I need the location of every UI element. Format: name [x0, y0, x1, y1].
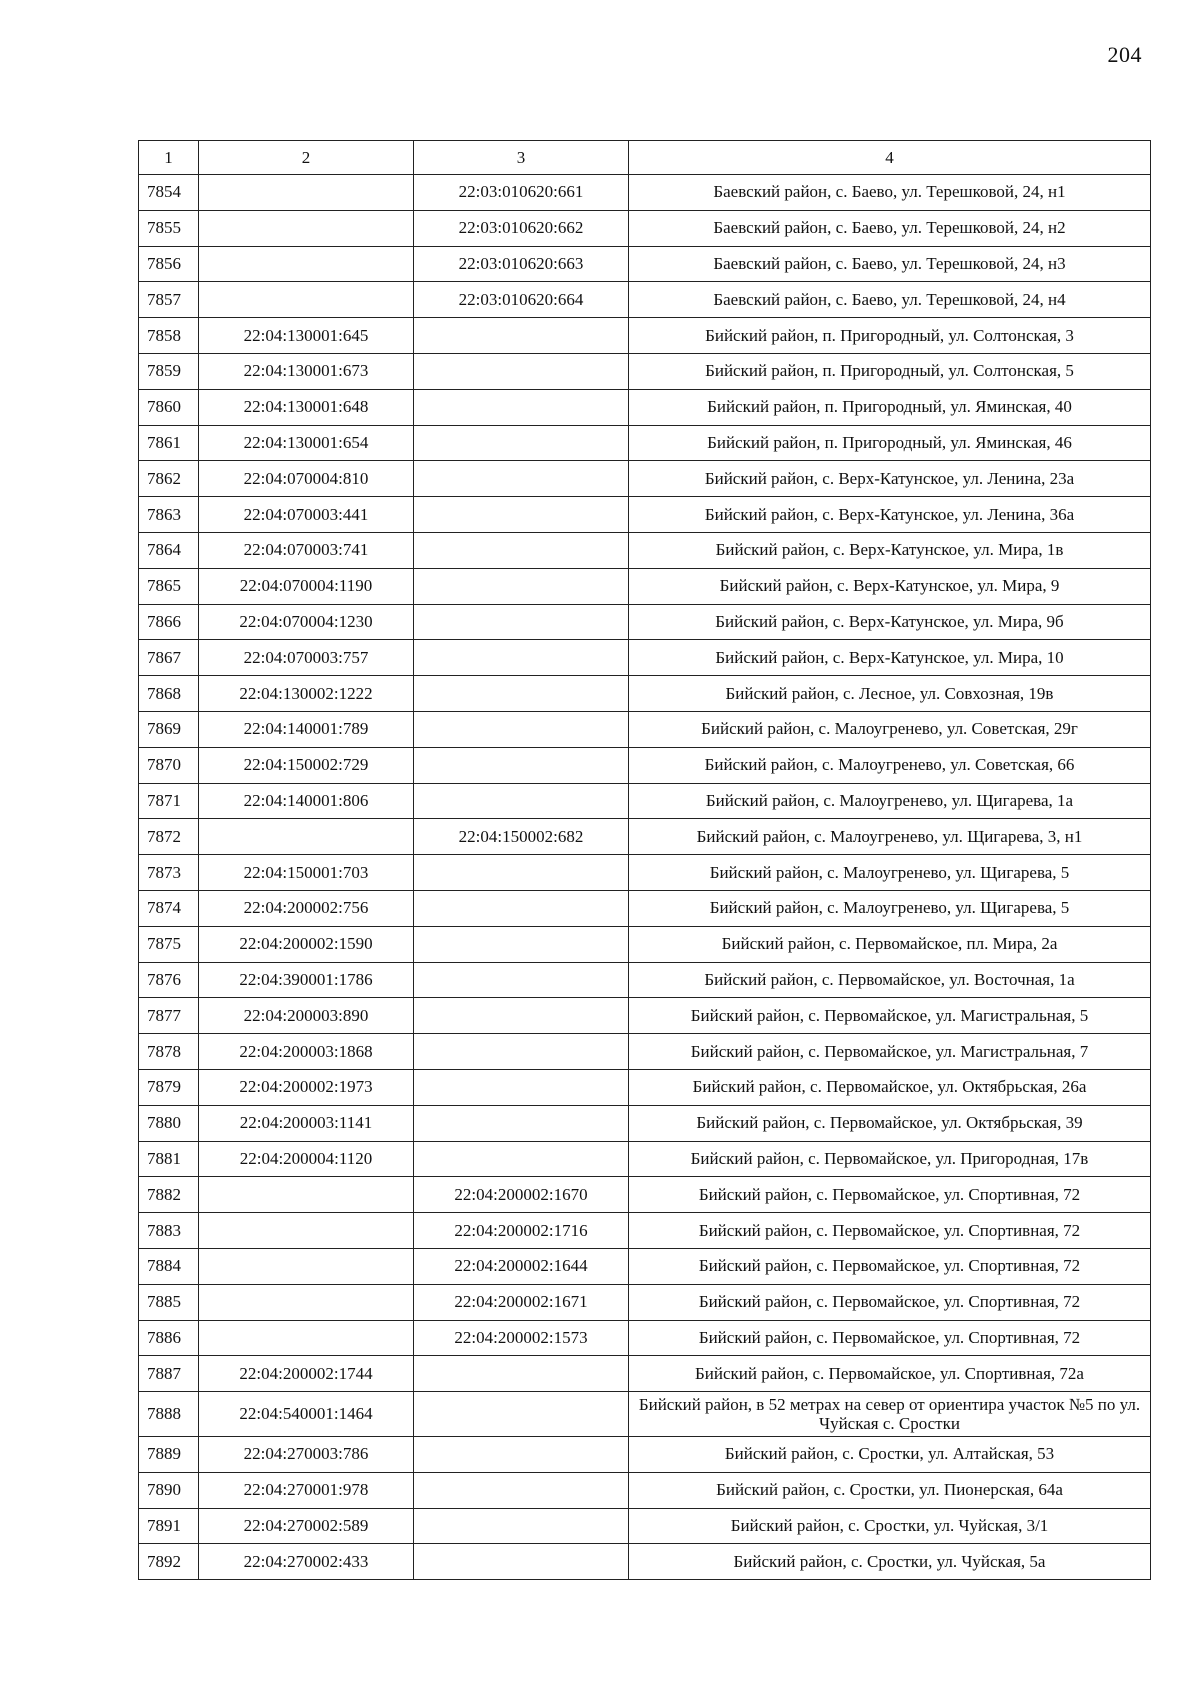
table-row — [139, 353, 1151, 389]
address-cell: Бийский район, п. Пригородный, ул. Яминская, 46 — [629, 425, 1151, 461]
cadastral-number-col-3 — [414, 1069, 629, 1105]
cadastral-number-col-3 — [414, 747, 629, 783]
row-number: 7866 — [139, 604, 199, 640]
address-cell: Бийский район, с. Первомайское, ул. Пригородная, 17в — [629, 1141, 1151, 1177]
table-row — [139, 1320, 1151, 1356]
header-col-3: 3 — [414, 141, 629, 175]
address-cell: Баевский район, с. Баево, ул. Терешковой, 24, н3 — [629, 246, 1151, 282]
cadastral-number-col-3 — [414, 461, 629, 497]
cadastral-number-col-2: 22:04:070004:1230 — [199, 604, 414, 640]
row-number: 7883 — [139, 1213, 199, 1249]
table-row — [139, 1437, 1151, 1473]
table-row — [139, 819, 1151, 855]
cadastral-number-col-3 — [414, 676, 629, 712]
cadastral-number-col-3: 22:03:010620:661 — [414, 175, 629, 211]
table-row — [139, 1177, 1151, 1213]
cadastral-number-col-3: 22:04:200002:1573 — [414, 1320, 629, 1356]
row-number: 7874 — [139, 890, 199, 926]
row-number: 7859 — [139, 353, 199, 389]
cadastral-number-col-2: 22:04:200003:890 — [199, 998, 414, 1034]
address-cell: Бийский район, с. Первомайское, ул. Спортивная, 72 — [629, 1177, 1151, 1213]
address-cell: Бийский район, с. Верх-Катунское, ул. Ленина, 36а — [629, 497, 1151, 533]
cadastral-number-col-2: 22:04:270002:433 — [199, 1544, 414, 1580]
cadastral-number-col-3 — [414, 425, 629, 461]
address-cell: Бийский район, с. Малоугренево, ул. Щигарева, 5 — [629, 855, 1151, 891]
address-cell: Бийский район, с. Малоугренево, ул. Щигарева, 3, н1 — [629, 819, 1151, 855]
address-cell: Бийский район, с. Первомайское, ул. Спортивная, 72а — [629, 1356, 1151, 1392]
row-number: 7861 — [139, 425, 199, 461]
row-number: 7880 — [139, 1105, 199, 1141]
address-cell: Бийский район, с. Первомайское, ул. Магистральная, 5 — [629, 998, 1151, 1034]
row-number: 7865 — [139, 568, 199, 604]
cadastral-number-col-2 — [199, 210, 414, 246]
cadastral-number-col-3 — [414, 962, 629, 998]
row-number: 7875 — [139, 926, 199, 962]
cadastral-number-col-2: 22:04:200002:1744 — [199, 1356, 414, 1392]
cadastral-number-col-3 — [414, 890, 629, 926]
row-number: 7885 — [139, 1284, 199, 1320]
table-row — [139, 783, 1151, 819]
cadastral-number-col-2: 22:04:390001:1786 — [199, 962, 414, 998]
header-col-4: 4 — [629, 141, 1151, 175]
cadastral-number-col-3 — [414, 1544, 629, 1580]
cadastral-number-col-2: 22:04:070003:741 — [199, 532, 414, 568]
table-row — [139, 1069, 1151, 1105]
cadastral-number-col-2: 22:04:070004:810 — [199, 461, 414, 497]
table-row — [139, 711, 1151, 747]
cadastral-number-col-2: 22:04:540001:1464 — [199, 1392, 414, 1437]
page-number: 204 — [1107, 42, 1142, 67]
cadastral-number-col-2: 22:04:270002:589 — [199, 1508, 414, 1544]
table-row — [139, 175, 1151, 211]
cadastral-number-col-2: 22:04:150002:729 — [199, 747, 414, 783]
table-row — [139, 1213, 1151, 1249]
table-row — [139, 604, 1151, 640]
table-row — [139, 1544, 1151, 1580]
cadastral-number-col-2 — [199, 1177, 414, 1213]
cadastral-number-col-2 — [199, 246, 414, 282]
cadastral-number-col-3 — [414, 318, 629, 354]
table-row — [139, 1508, 1151, 1544]
cadastral-number-col-3 — [414, 389, 629, 425]
header-row — [139, 141, 1151, 175]
table-row — [139, 1248, 1151, 1284]
cadastral-number-col-2 — [199, 1213, 414, 1249]
row-number: 7878 — [139, 1034, 199, 1070]
cadastral-number-col-3 — [414, 640, 629, 676]
address-cell: Бийский район, с. Малоугренево, ул. Щигарева, 1а — [629, 783, 1151, 819]
cadastral-number-col-3 — [414, 1508, 629, 1544]
cadastral-number-col-2: 22:04:150001:703 — [199, 855, 414, 891]
address-cell: Бийский район, с. Верх-Катунское, ул. Ленина, 23а — [629, 461, 1151, 497]
cadastral-number-col-2: 22:04:270003:786 — [199, 1437, 414, 1473]
table-row — [139, 676, 1151, 712]
cadastral-number-col-3 — [414, 783, 629, 819]
address-cell: Бийский район, с. Первомайское, ул. Спортивная, 72 — [629, 1213, 1151, 1249]
cadastral-number-col-2 — [199, 282, 414, 318]
cadastral-number-col-2: 22:04:200003:1141 — [199, 1105, 414, 1141]
table-row — [139, 926, 1151, 962]
address-cell: Баевский район, с. Баево, ул. Терешковой, 24, н2 — [629, 210, 1151, 246]
row-number: 7863 — [139, 497, 199, 533]
table-row — [139, 855, 1151, 891]
cadastral-number-col-2: 22:04:140001:789 — [199, 711, 414, 747]
row-number: 7882 — [139, 1177, 199, 1213]
address-cell: Бийский район, п. Пригородный, ул. Яминская, 40 — [629, 389, 1151, 425]
row-number: 7867 — [139, 640, 199, 676]
row-number: 7872 — [139, 819, 199, 855]
table-row — [139, 640, 1151, 676]
cadastral-number-col-2: 22:04:270001:978 — [199, 1472, 414, 1508]
table-row — [139, 1356, 1151, 1392]
cadastral-number-col-2: 22:04:200002:1973 — [199, 1069, 414, 1105]
cadastral-number-col-3 — [414, 1105, 629, 1141]
cadastral-number-col-2 — [199, 1284, 414, 1320]
header-col-2: 2 — [199, 141, 414, 175]
row-number: 7855 — [139, 210, 199, 246]
address-cell: Бийский район, с. Первомайское, ул. Магистральная, 7 — [629, 1034, 1151, 1070]
cadastral-number-col-2: 22:04:130002:1222 — [199, 676, 414, 712]
table-row — [139, 532, 1151, 568]
row-number: 7869 — [139, 711, 199, 747]
address-cell: Бийский район, с. Верх-Катунское, ул. Мира, 9б — [629, 604, 1151, 640]
cadastral-number-col-3 — [414, 1141, 629, 1177]
address-cell: Бийский район, с. Первомайское, ул. Спортивная, 72 — [629, 1284, 1151, 1320]
address-cell: Баевский район, с. Баево, ул. Терешковой, 24, н4 — [629, 282, 1151, 318]
cadastral-number-col-2: 22:04:070003:441 — [199, 497, 414, 533]
registry-table — [138, 140, 1151, 1580]
table-row — [139, 461, 1151, 497]
table-row — [139, 497, 1151, 533]
cadastral-number-col-3 — [414, 926, 629, 962]
table-row — [139, 568, 1151, 604]
table-header — [139, 141, 1151, 175]
cadastral-number-col-2: 22:04:200004:1120 — [199, 1141, 414, 1177]
address-cell: Бийский район, с. Первомайское, ул. Восточная, 1а — [629, 962, 1151, 998]
row-number: 7879 — [139, 1069, 199, 1105]
table-row — [139, 747, 1151, 783]
row-number: 7884 — [139, 1248, 199, 1284]
cadastral-number-col-3 — [414, 353, 629, 389]
address-cell: Бийский район, п. Пригородный, ул. Солтонская, 5 — [629, 353, 1151, 389]
address-cell: Бийский район, с. Сростки, ул. Алтайская, 53 — [629, 1437, 1151, 1473]
table-row — [139, 1105, 1151, 1141]
table-row — [139, 1034, 1151, 1070]
cadastral-number-col-3: 22:03:010620:663 — [414, 246, 629, 282]
address-cell: Бийский район, с. Первомайское, ул. Спортивная, 72 — [629, 1320, 1151, 1356]
address-cell: Бийский район, с. Первомайское, ул. Октябрьская, 39 — [629, 1105, 1151, 1141]
cadastral-number-col-3 — [414, 604, 629, 640]
row-number: 7886 — [139, 1320, 199, 1356]
cadastral-number-col-2: 22:04:140001:806 — [199, 783, 414, 819]
row-number: 7868 — [139, 676, 199, 712]
cadastral-number-col-3 — [414, 998, 629, 1034]
cadastral-number-col-3 — [414, 532, 629, 568]
cadastral-number-col-3 — [414, 497, 629, 533]
row-number: 7892 — [139, 1544, 199, 1580]
address-cell: Бийский район, в 52 метрах на север от ориентира участок №5 по ул. Чуйская с. Сростки — [629, 1392, 1151, 1437]
table-row — [139, 1284, 1151, 1320]
cadastral-number-col-3 — [414, 1356, 629, 1392]
address-cell: Бийский район, с. Малоугренево, ул. Советская, 29г — [629, 711, 1151, 747]
table-row — [139, 1141, 1151, 1177]
table-row — [139, 1392, 1151, 1437]
cadastral-number-col-2 — [199, 819, 414, 855]
address-cell: Бийский район, с. Первомайское, пл. Мира, 2а — [629, 926, 1151, 962]
address-cell: Бийский район, с. Сростки, ул. Чуйская, 3/1 — [629, 1508, 1151, 1544]
cadastral-number-col-3 — [414, 1437, 629, 1473]
address-cell: Бийский район, с. Лесное, ул. Совхозная, 19в — [629, 676, 1151, 712]
row-number: 7857 — [139, 282, 199, 318]
address-cell: Бийский район, п. Пригородный, ул. Солтонская, 3 — [629, 318, 1151, 354]
row-number: 7890 — [139, 1472, 199, 1508]
cadastral-number-col-2: 22:04:130001:654 — [199, 425, 414, 461]
address-cell: Бийский район, с. Малоугренево, ул. Советская, 66 — [629, 747, 1151, 783]
row-number: 7877 — [139, 998, 199, 1034]
cadastral-number-col-3 — [414, 855, 629, 891]
row-number: 7858 — [139, 318, 199, 354]
cadastral-number-col-2: 22:04:200002:756 — [199, 890, 414, 926]
row-number: 7887 — [139, 1356, 199, 1392]
table-row — [139, 890, 1151, 926]
cadastral-number-col-2: 22:04:130001:673 — [199, 353, 414, 389]
row-number: 7864 — [139, 532, 199, 568]
cadastral-number-col-3: 22:04:200002:1670 — [414, 1177, 629, 1213]
header-col-1: 1 — [139, 141, 199, 175]
cadastral-number-col-3: 22:04:200002:1671 — [414, 1284, 629, 1320]
address-cell: Бийский район, с. Первомайское, ул. Октябрьская, 26а — [629, 1069, 1151, 1105]
table-row — [139, 318, 1151, 354]
row-number: 7876 — [139, 962, 199, 998]
cadastral-number-col-2: 22:04:130001:645 — [199, 318, 414, 354]
cadastral-number-col-2: 22:04:200003:1868 — [199, 1034, 414, 1070]
cadastral-number-col-2: 22:04:070004:1190 — [199, 568, 414, 604]
cadastral-number-col-3: 22:03:010620:662 — [414, 210, 629, 246]
row-number: 7856 — [139, 246, 199, 282]
row-number: 7888 — [139, 1392, 199, 1437]
cadastral-number-col-3 — [414, 1392, 629, 1437]
cadastral-number-col-3 — [414, 711, 629, 747]
table-row — [139, 1472, 1151, 1508]
row-number: 7881 — [139, 1141, 199, 1177]
row-number: 7860 — [139, 389, 199, 425]
cadastral-number-col-2: 22:04:070003:757 — [199, 640, 414, 676]
table-row — [139, 998, 1151, 1034]
table-row — [139, 210, 1151, 246]
table-body — [139, 175, 1151, 1580]
address-cell: Баевский район, с. Баево, ул. Терешковой, 24, н1 — [629, 175, 1151, 211]
address-cell: Бийский район, с. Верх-Катунское, ул. Мира, 9 — [629, 568, 1151, 604]
row-number: 7889 — [139, 1437, 199, 1473]
cadastral-number-col-2: 22:04:130001:648 — [199, 389, 414, 425]
table-row — [139, 962, 1151, 998]
cadastral-number-col-3 — [414, 1472, 629, 1508]
address-cell: Бийский район, с. Верх-Катунское, ул. Мира, 10 — [629, 640, 1151, 676]
cadastral-number-col-2: 22:04:200002:1590 — [199, 926, 414, 962]
cadastral-number-col-3 — [414, 1034, 629, 1070]
row-number: 7891 — [139, 1508, 199, 1544]
address-cell: Бийский район, с. Первомайское, ул. Спортивная, 72 — [629, 1248, 1151, 1284]
cadastral-number-col-2 — [199, 175, 414, 211]
cadastral-number-col-3: 22:04:200002:1716 — [414, 1213, 629, 1249]
address-cell: Бийский район, с. Малоугренево, ул. Щигарева, 5 — [629, 890, 1151, 926]
cadastral-number-col-3: 22:04:150002:682 — [414, 819, 629, 855]
table-row — [139, 246, 1151, 282]
cadastral-number-col-2 — [199, 1248, 414, 1284]
row-number: 7854 — [139, 175, 199, 211]
address-cell: Бийский район, с. Верх-Катунское, ул. Мира, 1в — [629, 532, 1151, 568]
table-row — [139, 425, 1151, 461]
cadastral-number-col-2 — [199, 1320, 414, 1356]
cadastral-number-col-3: 22:04:200002:1644 — [414, 1248, 629, 1284]
table-row — [139, 282, 1151, 318]
address-cell: Бийский район, с. Сростки, ул. Чуйская, 5а — [629, 1544, 1151, 1580]
cadastral-number-col-3 — [414, 568, 629, 604]
row-number: 7871 — [139, 783, 199, 819]
row-number: 7870 — [139, 747, 199, 783]
address-cell: Бийский район, с. Сростки, ул. Пионерская, 64а — [629, 1472, 1151, 1508]
row-number: 7873 — [139, 855, 199, 891]
cadastral-number-col-3: 22:03:010620:664 — [414, 282, 629, 318]
table-row — [139, 389, 1151, 425]
row-number: 7862 — [139, 461, 199, 497]
